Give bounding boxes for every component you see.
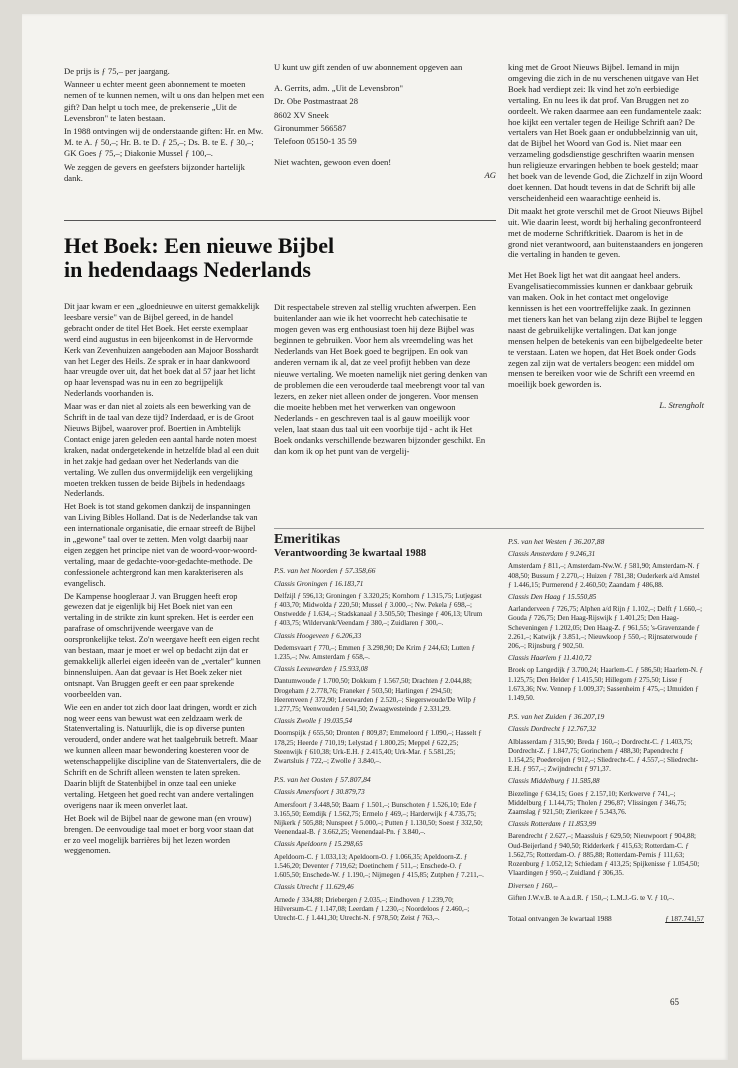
classis-heading: Classis Haarlem ƒ 11.410,72 [508,654,592,663]
emeritikas-right [508,536,704,924]
classis-detail: Dantumwoude ƒ 1.700,50; Dokkum ƒ 1.567,50; Drachten ƒ 2.044,88; Drogeham ƒ 2.778,76; Franeker ƒ 503,50; Harlingen ƒ 294,50; Heerenveen ƒ 372,90; Leeuwarden ƒ 2.520,–; Siegerswoude/De Wilp ƒ 1.277,75; Veenwouden ƒ 541,50; Zwaagwesteinde ƒ 2.331,29. [274,677,477,714]
article-paragraph: Het Boek wil de Bijbel naar de gewone man (en vrouw) brengen. De eenvoudige taal moet er borg voor staan dat er zo veel mogelijk barrières bij het lezen worden weggenomen. [64,813,254,856]
region-heading: P.S. van het Zuiden ƒ 36.207,19 [508,712,605,722]
classis-detail: Broek op Langedijk ƒ 3.700,24; Haarlem-C. ƒ 586,50; Haarlem-N. ƒ 1.125,75; Den Helder ƒ 1.415,50; Hillegom ƒ 275,50; Lisse ƒ 1.673,36; Nw. Vennep ƒ 1.009,37; Sassenheim ƒ 475,–; IJmuiden ƒ 1.149,50. [508,666,704,703]
author-signature: L. Strengholt [659,400,704,411]
region-heading: P.S. van het Westen ƒ 36.207,88 [508,537,605,546]
total-label: Totaal ontvangen 3e kwartaal 1988 [508,913,612,923]
address-line: Dr. Obe Postmastraat 28 [274,96,359,107]
classis-detail: Giften J.W.v.B. te A.a.d.R. ƒ 150,–; L.M.J.-G. te V. ƒ 10,–. [508,893,675,902]
emeritikas-left [274,534,484,925]
classis-detail: Dedemsvaart ƒ 770,–; Emmen ƒ 3.298,90; De Krim ƒ 244,63; Lutten ƒ 1.235,–; Nw. Amsterdam ƒ 658,–. [274,643,476,662]
classis-detail: Amersfoort ƒ 3.448,50; Baarn ƒ 1.501,–; Bunschoten ƒ 1.526,10; Ede ƒ 3.165,50; Eemdijk ƒ 1.562,75; Ermelo ƒ 469,–; Harderwijk ƒ 4.735,75; Nijkerk ƒ 505,88; Nunspeet ƒ 5.000,–; Putten ƒ 1.130,50; Soest ƒ 332,50; Veenendaal-B. ƒ 3.662,25; Veenendaal-Pn. ƒ 3.840,–. [274,800,483,837]
magazine-page [22,14,728,1060]
address-line: Telefoon 05150-1 35 59 [274,136,357,147]
thanks-line: We zeggen de gevers en geefsters bijzonder hartelijk dank. [64,161,245,183]
emeritikas-divider [274,528,704,529]
classis-heading: Classis Middelburg ƒ 11.585,88 [508,777,600,786]
classis-heading: Classis Amsterdam ƒ 9.246,31 [508,550,596,559]
classis-heading: Classis Groningen ƒ 16.183,71 [274,579,364,588]
gifts-paragraph: In 1988 ontvingen wij de onderstaande giften: Hr. en Mw. M. te A. ƒ 50,–; Hr. B. te D. ƒ 25,–; Ds. B. te E. ƒ 30,–; GK Goes ƒ 75,–; Diakonie Mussel ƒ 100,–. [64,126,264,159]
classis-detail: Delfzijl ƒ 596,13; Groningen ƒ 3.320,25; Kornhorn ƒ 1.315,75; Lutjegast ƒ 403,70; Midwolda ƒ 220,50; Mussel ƒ 3.000,–; Nw. Pekela ƒ 698,–; Onstwedde ƒ 1.634,–; Stadskanaal ƒ 3.505,50; Thesinge ƒ 406,13; Ulrum ƒ 403,75; Wildervank/Veendam ƒ 380,–; Zuidlaren ƒ 300,–. [274,591,483,628]
classis-heading: Diversen ƒ 160,– [508,881,558,890]
classis-detail: Amsterdam ƒ 811,–; Amsterdam-Nw.W. ƒ 581,90; Amsterdam-N. ƒ 408,50; Bussum ƒ 2.270,–; Huizen ƒ 781,38; Ouderkerk a/d Amstel ƒ 1.446,15; Purmerend ƒ 2.460,50; Zaandam ƒ 486,88. [508,562,700,589]
classis-heading: Classis Leeuwarden ƒ 15.933,08 [274,665,368,674]
section-divider [64,220,496,221]
emeritikas-list [274,565,484,923]
help-paragraph: Wanneer u echter meent geen abonnement te moeten nemen of te kunnen nemen, wilt u ons dan helpen met een gift? Dan helpt u toch mee, de prekenserie „Uit de Levensbron" te laten bestaan. [64,79,264,123]
region-heading: P.S. van het Noorden ƒ 57.358,66 [274,566,376,576]
classis-detail: Doornspijk ƒ 655,50; Dronten ƒ 809,87; Emmeloord ƒ 1.090,–; Hasselt ƒ 178,25; Heerde ƒ 710,19; Lelystad ƒ 1.800,25; Meppel ƒ 622,25; Steenwijk ƒ 610,38; Urk-E.H. ƒ 2.415,40; Urk-Mar. ƒ 5.581,25; Zwartsluis ƒ 722,–; Zwolle ƒ 3.840,–. [274,729,482,766]
address-line: Gironummer 566587 [274,122,347,133]
address-column [274,62,496,184]
title-line-2: in hedendaags Nederlands [64,257,311,282]
article-paragraph: Wie een en ander tot zich door laat dringen, wordt er zich nog weer eens van bewust wat een zeldzaam werk de Statenvertaling is. Natuurlijk, die is op diverse punten verouderd, onder andere wat het taalgebruik betreft. Maar we kunnen alleen maar bewondering koesteren voor de wetenschappelijke discipline van de Statenvertalers, die de Schrift en de Schrift alleen wensten te laten spreken. Daarin blijft de Statenbijbel in onze taal een unieke vertaling. Hetgeen het goed recht van andere vertalingen overigens naar ik meen onverlet laat. [64,702,261,810]
page-number: 65 [670,997,679,1007]
classis-heading: Classis Apeldoorn ƒ 15.298,65 [274,840,363,849]
article-paragraph: Dit jaar kwam er een „gloednieuwe en uiterst gemakkelijk leesbare versie" van de Bijbel gereed, in de handel gebracht onder de titel Het Boek. Het eerste exemplaar werd eind augustus in een bijeenkomst in de Hervormde Kerk van Zevenhuizen aangeboden aan Majoor Bosshardt van het Leger des Heils. Ze sprak er in haar dankwoord haar vreugde over uit, dat het boek dat al 57 jaar het licht op haar levenspad was nu in een zo begrijpelijk Nederlands voorhanden is. [64,302,260,399]
article-title [64,234,464,282]
classis-detail: Arnede ƒ 334,88; Driebergen ƒ 2.035,–; Eindhoven ƒ 1.239,70; Hilversum-C. ƒ 1.147,08; Leerdam ƒ 1.230,–; Noordeloos ƒ 2.460,–; Utrecht-C. ƒ 1.441,30; Utrecht-N. ƒ 978,50; Zeist ƒ 763,–. [274,895,470,922]
article-paragraph: Maar was er dan niet al zoiets als een bewerking van de Schrift in de taal van deze tijd? Inderdaad, er is de Groot Nieuws Bijbel, waarover prof. Boertien in Ambtelijk Contact enige jaren geleden een aantal harde noten moest kraken, nadat ondergetekende in hetzelfde blad al een duit in het zakje had gedaan over het Nederlands van die vertaling. We zullen dus onvermijdelijk een vergelijking moeten trekken tussen de beide Bijbels in hedendaags Nederlands. [64,402,259,499]
article-column-2 [274,302,488,459]
article-column-3 [508,62,704,413]
price-line: De prijs is ƒ 75,– per jaargang. [64,66,170,76]
classis-heading: Classis Hoogeveen ƒ 6.206,33 [274,631,362,640]
classis-detail: Biezelinge ƒ 634,15; Goes ƒ 2.157,10; Kerkwerve ƒ 741,–; Middelburg ƒ 1.144,75; Tholen ƒ 296,87; Vlissingen ƒ 346,75; Zaamslag ƒ 921,50; Zierikzee ƒ 5.343,76. [508,789,687,817]
article-paragraph: Het Boek is tot stand gekomen dankzij de inspanningen van Living Bibles Holland. Dat is de Nederlandse tak van een internationale organisatie, die ernaar streeft de Bijbel in „gewone" taal over te zetten. Men volgt daarbij naar eigen zeggen het principe niet van de woord-voor-woord-vertaling, maar de gedachte-voor-gedachte-methode. De confessionele achtergrond kan men karakteriseren als evangelisch. [64,502,258,588]
classis-heading: Classis Amersfoort ƒ 30.879,73 [274,788,365,797]
article-column-1 [64,302,262,859]
article-paragraph: Met Het Boek ligt het wat dit aangaat heel anders. Evangelisatiecommissies kunnen er dankbaar gebruik van maken. Ook in het contact met ongelovige kennissen is het een voortreffelijke zaak. In gezinnen met tieners kan het van belang zijn deze Bijbel te leggen naast de gebruikelijke vertalingen. Dat kan jonge mensen helpen de betekenis van een bijbelgedeelte beter te verstaan. Laten we hopen, dat Het Boek onder Gods zegen zal zijn wat de vertalers beogen: een middel om mensen te bereiken voor wie de Schrift een vreemd en moeilijk boek geworden is. [508,270,703,390]
classis-heading: Classis Dordrecht ƒ 12.767,32 [508,725,596,734]
address-line: A. Gerrits, adm. „Uit de Levensbron" [274,83,404,94]
title-line-1: Het Boek: Een nieuwe Bijbel [64,233,335,258]
classis-heading: Classis Den Haag ƒ 15.550,85 [508,593,597,602]
classis-detail: Alblasserdam ƒ 315,90; Breda ƒ 160,–; Dordrecht-C. ƒ 1.403,75; Dordrecht-Z. ƒ 1.847,75; Gorinchem ƒ 488,30; Papendrecht ƒ 1.154,25; Poederoijen ƒ 912,–; Sliedrecht-C. ƒ 4.557,–; Sliedrecht-E.H. ƒ 957,–; Zwijndrecht ƒ 971,37. [508,737,699,774]
subscription-column [64,66,264,186]
emeritikas-list [508,536,704,903]
article-paragraph: De Kampense hoogleraar J. van Bruggen heeft erop gewezen dat je eigenlijk bij Het Boek niet van een vertaling in de strikte zin kunt spreken. Het is eerder een parafrase of omschrijvende weergave van de oorspronkelijke tekst. Zo'n weergave heeft een eigen recht van bestaan, maar je moet er wel op bedacht zijn dat er gemakkelijk allerlei eigen ideeën van de „vertaler" kunnen binnensluipen. Aan dat gevaar is Het Boek zeker niet ontsnapt. Van Bruggen geeft er een paar sprekende voorbeelden van. [64,591,261,699]
classis-detail: Barendrecht ƒ 2.627,–; Maassluis ƒ 629,50; Nieuwpoort ƒ 904,88; Oud-Beijerland ƒ 940,50; Ridderkerk ƒ 415,63; Rotterdam-C. ƒ 1.562,75; Rotterdam-O. ƒ 885,88; Rotterdam-Pernis ƒ 111,63; Rozenburg ƒ 1.052,12; Schiedam ƒ 413,25; Spijkenisse ƒ 1.054,50; Vlaardingen ƒ 950,–; Zuidland ƒ 306,35. [508,832,700,878]
address-intro: U kunt uw gift zenden of uw abonnement opgeven aan [274,62,463,72]
signature-ag: AG [484,170,496,181]
address-line: 8602 XV Sneek [274,109,329,120]
total-value: ƒ 187.741,57 [665,913,704,923]
closing-line: Niet wachten, gewoon even doen! [274,157,392,168]
classis-heading: Classis Zwolle ƒ 19.035,54 [274,717,353,726]
article-paragraph: Dit respectabele streven zal stellig vruchten afwerpen. Een buitenlander aan wie ik het voorrecht heb catechisatie te mogen geven was erg enthousiast toen hij deze Bijbel was beginnen te gebruiken. Voor hem als vreemdeling was het Nederlands van Het Boek goed te begrijpen. En ook van anderen vernam ik al, dat ze veel profijt hebben van deze nieuwe vertaling. We moeten namelijk niet gering denken van de problemen die een verouderde taal meebrengt voor tal van lezers, en zeker niet alleen onder de jongeren. Voor mensen die moeite hebben met het verwerken van ongewoon Nederlands - en geschreven taal is al gauw moeilijk voor velen, laat staan dus taal uit een voorbije tijd - acht ik Het Boek ondanks verschillende bezwaren bijzonder geschikt. En dan kom ik op het punt van de vergelij- [274,302,488,457]
total-line [508,913,704,924]
article-paragraph: king met de Groot Nieuws Bijbel. Iemand in mijn omgeving die zich in de nu verschenen uitgave van Het Boek had verdiept zei: Ik vind het zo'n eerbiedige vertaling. En nu lees ik dat prof. Van Bruggen net zo oordeelt. We raken daarmee aan een fundamentele zaak: hoe kijkt een vertaler tegen de Heilige Schrift aan? De vertalers van Het Boek gaan er ondubbelzinnig van uit, dat de Bijbel het Woord van God is. Niet maar een verzameling godsdienstige geschriften waarin mensen hun religieuze ervaringen hebben te boek gesteld; maar het boek van de levende God, die Zichzelf in zijn Woord doet kennen. Dat houdt tevens in dat de Schrift bij alle verscheidenheid een waarachtige eenheid is. [508,62,703,203]
classis-detail: Apeldoorn-C. ƒ 1.033,13; Apeldoorn-O. ƒ 1.066,35; Apeldoorn-Z. ƒ 1.546,20; Deventer ƒ 719,62; Doetinchem ƒ 511,–; Enschede-O. ƒ 1.605,50; Enschede-W. ƒ 1.190,–; Nijmegen ƒ 415,85; Zutphen ƒ 7.211,–. [274,852,484,880]
emeritikas-title: Emeritikas [274,532,341,547]
emeritikas-subtitle: Verantwoording 3e kwartaal 1988 [274,548,427,560]
region-heading: P.S. van het Oosten ƒ 57.807,84 [274,775,371,785]
classis-heading: Classis Utrecht ƒ 11.629,46 [274,883,354,892]
classis-detail: Aarlanderveen ƒ 726,75; Alphen a/d Rijn ƒ 1.102,–; Delft ƒ 1.660,–; Gouda ƒ 726,75; Den Haag-Rijswijk ƒ 1.401,25; Den Haag-Scheveningen ƒ 1.202,05; Den Haag-Z. ƒ 961,55; 's-Gravenzande ƒ 2.261,–; Katwijk ƒ 3.851,–; Nieuwkoop ƒ 550,–; Rijnsaterwoude ƒ 206,–; Rijnsburg ƒ 902,50. [508,605,703,651]
article-paragraph: Dit maakt het grote verschil met de Groot Nieuws Bijbel uit. Wie daarin leest, wordt bij herhaling geconfronteerd met de moderne Schriftkritiek. Daarom is het in de grond niet verantwoord, aan buitenstaanders en jongeren die vertaling in handen te geven. [508,205,703,260]
classis-heading: Classis Rotterdam ƒ 11.853,99 [508,820,597,829]
